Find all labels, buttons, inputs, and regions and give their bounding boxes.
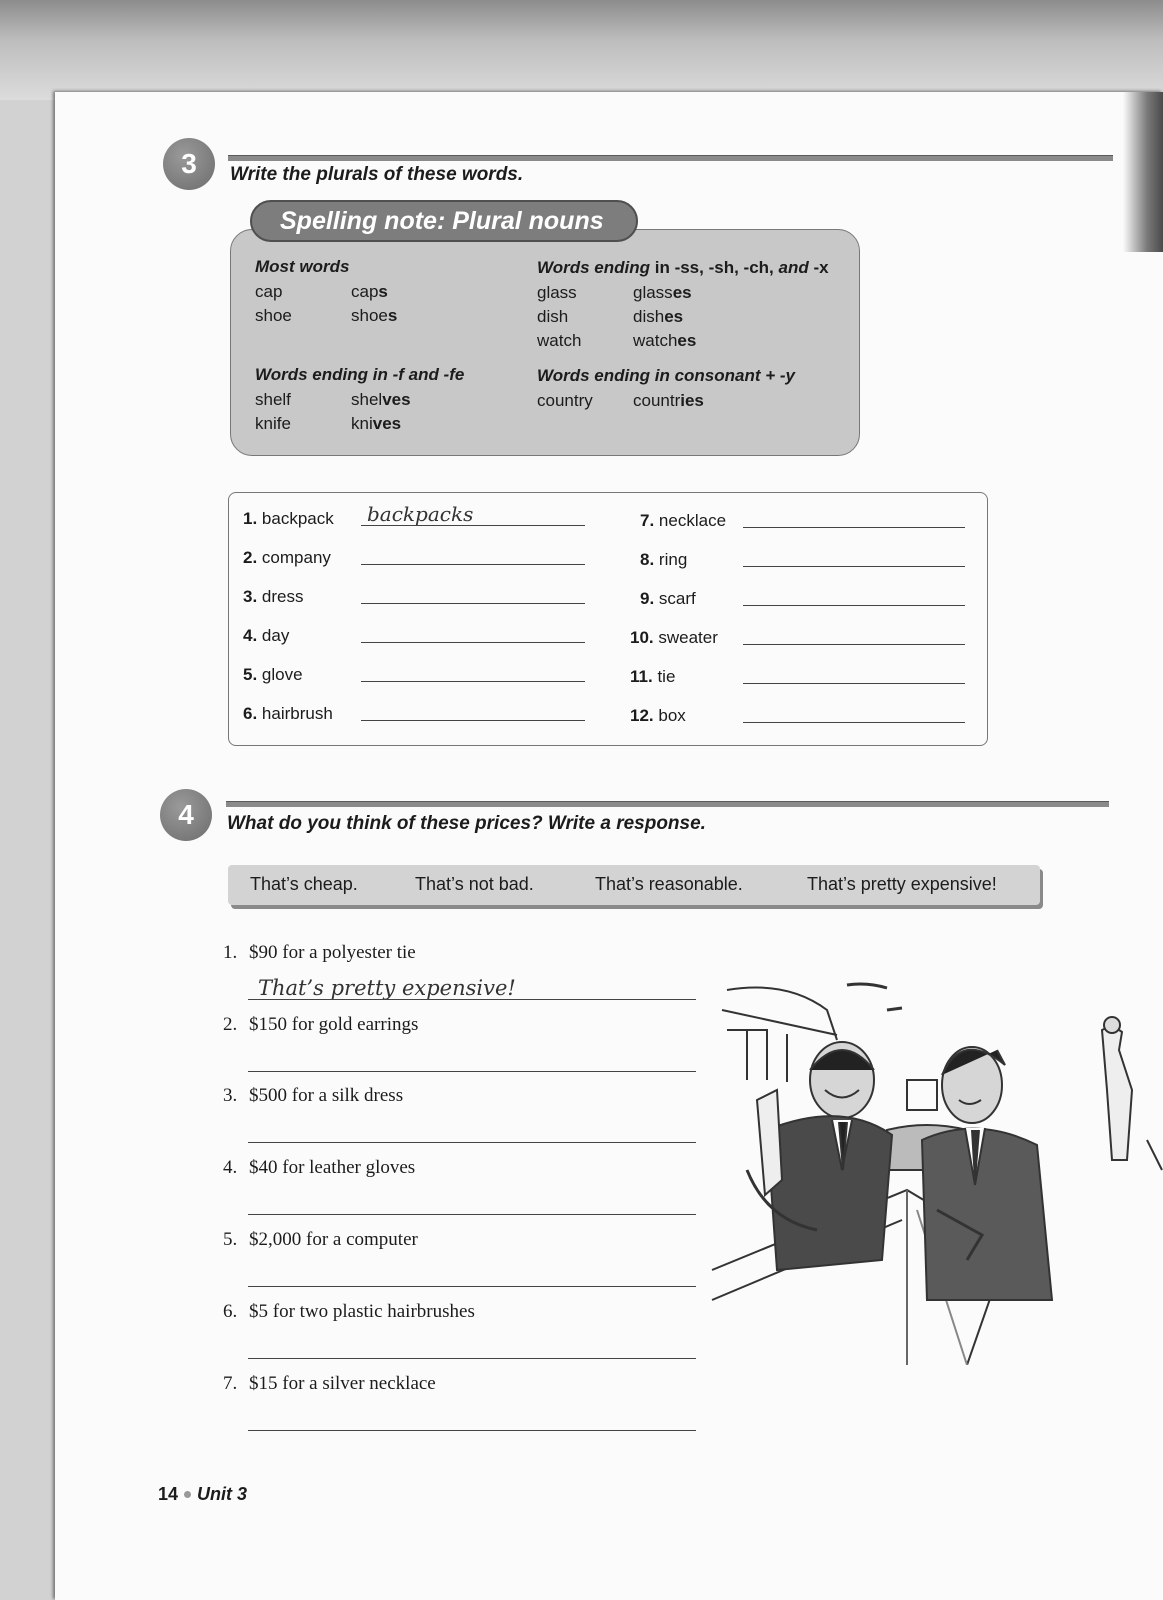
- page-number: 14: [158, 1484, 179, 1504]
- answer-line[interactable]: [361, 525, 585, 526]
- answer-line[interactable]: [248, 1071, 696, 1072]
- note-group-heading: Words ending in consonant + -y: [537, 366, 796, 385]
- note-plural: shelves: [351, 390, 411, 409]
- response-options-bar: [228, 865, 1040, 905]
- answer-line[interactable]: [361, 603, 585, 604]
- note-group-heading: Words ending in -f and -fe: [255, 365, 465, 384]
- exercise-item: 6. hairbrush: [243, 704, 333, 723]
- answer-line[interactable]: [248, 1430, 696, 1431]
- exercise-item: 3. dress: [243, 587, 304, 606]
- note-group-f-fe: [255, 363, 464, 436]
- spelling-note-title: Spelling note: Plural nouns: [250, 200, 638, 242]
- page-footer: [158, 1484, 247, 1505]
- note-plural: knives: [351, 414, 402, 433]
- note-singular: shelf: [255, 390, 291, 409]
- answer-line[interactable]: [743, 566, 965, 567]
- note-group-most-words: [255, 255, 397, 328]
- plural-exercise-box: [228, 492, 988, 746]
- note-row: [537, 389, 795, 413]
- note-singular: cap: [255, 282, 283, 301]
- note-plural: glasses: [633, 283, 692, 302]
- exercise-item: 5. glove: [243, 665, 303, 684]
- handwritten-answer: backpacks: [367, 502, 474, 526]
- note-plural: countries: [633, 391, 704, 410]
- note-plural: shoes: [351, 306, 398, 325]
- price-item: 4. $40 for leather gloves: [223, 1157, 416, 1178]
- answer-line[interactable]: [248, 1214, 696, 1215]
- answer-line[interactable]: [248, 1142, 696, 1143]
- note-plural: dishes: [633, 307, 684, 326]
- note-row: [255, 388, 464, 412]
- note-row: [537, 281, 829, 305]
- answer-line[interactable]: [248, 1358, 696, 1359]
- answer-line[interactable]: [248, 1286, 696, 1287]
- exercise-item: 4. day: [243, 626, 290, 645]
- price-item: 2. $150 for gold earrings: [223, 1014, 419, 1035]
- note-group-ss-sh-ch-x: [537, 256, 829, 353]
- answer-line[interactable]: [361, 564, 585, 565]
- answer-line[interactable]: [743, 527, 965, 528]
- section-4-rule: [226, 801, 1109, 807]
- section-3-rule: [228, 155, 1113, 161]
- response-option: That’s not bad.: [415, 874, 534, 894]
- price-item: 1. $90 for a polyester tie: [223, 942, 416, 963]
- answer-line[interactable]: [361, 720, 585, 721]
- response-option: That’s cheap.: [250, 874, 358, 894]
- section-4-number: 4: [160, 789, 212, 841]
- section-3-instruction: Write the plurals of these words.: [230, 164, 524, 185]
- store-illustration: [707, 970, 1163, 1365]
- note-singular: dish: [537, 307, 569, 326]
- handwritten-answer: That’s pretty expensive!: [258, 976, 516, 1000]
- answer-line[interactable]: [248, 999, 696, 1000]
- note-group-heading: Most words: [255, 257, 350, 276]
- price-item: 7. $15 for a silver necklace: [223, 1373, 436, 1394]
- answer-line[interactable]: [361, 642, 585, 643]
- response-option: That’s pretty expensive!: [807, 874, 997, 894]
- workbook-page: [55, 92, 1163, 1600]
- exercise-item: 9. scarf: [640, 589, 696, 608]
- price-item: 6. $5 for two plastic hairbrushes: [223, 1301, 475, 1322]
- note-group-heading: Words ending in -ss, -sh, -ch, and -x: [537, 258, 829, 277]
- footer-dot: [184, 1491, 191, 1498]
- exercise-item: 2. company: [243, 548, 331, 567]
- exercise-item: 7. necklace: [640, 511, 727, 530]
- note-row: [537, 329, 829, 353]
- answer-line[interactable]: [743, 722, 965, 723]
- response-option: That’s reasonable.: [595, 874, 743, 894]
- note-plural: watches: [633, 331, 697, 350]
- note-row: [255, 412, 464, 436]
- exercise-item: 1. backpack: [243, 509, 334, 528]
- answer-line[interactable]: [743, 605, 965, 606]
- scan-shadow: [0, 0, 1163, 100]
- exercise-item: 12. box: [630, 706, 686, 725]
- answer-line[interactable]: [743, 644, 965, 645]
- note-singular: shoe: [255, 306, 292, 325]
- note-singular: country: [537, 391, 593, 410]
- exercise-item: 8. ring: [640, 550, 688, 569]
- unit-label: Unit 3: [197, 1484, 248, 1504]
- price-item: 5. $2,000 for a computer: [223, 1229, 418, 1250]
- page-edge-shadow: [1123, 92, 1163, 252]
- note-row: [255, 280, 397, 304]
- note-singular: watch: [537, 331, 582, 350]
- price-item: 3. $500 for a silk dress: [223, 1085, 404, 1106]
- section-3-number: 3: [163, 138, 215, 190]
- note-singular: knife: [255, 414, 291, 433]
- note-plural: caps: [351, 282, 388, 301]
- exercise-item: 11. tie: [630, 667, 676, 686]
- note-row: [537, 305, 829, 329]
- section-4-instruction: What do you think of these prices? Write a response.: [227, 813, 706, 834]
- note-row: [255, 304, 397, 328]
- answer-line[interactable]: [743, 683, 965, 684]
- answer-line[interactable]: [361, 681, 585, 682]
- exercise-item: 10. sweater: [630, 628, 718, 647]
- note-group-consonant-y: [537, 364, 795, 413]
- note-singular: glass: [537, 283, 577, 302]
